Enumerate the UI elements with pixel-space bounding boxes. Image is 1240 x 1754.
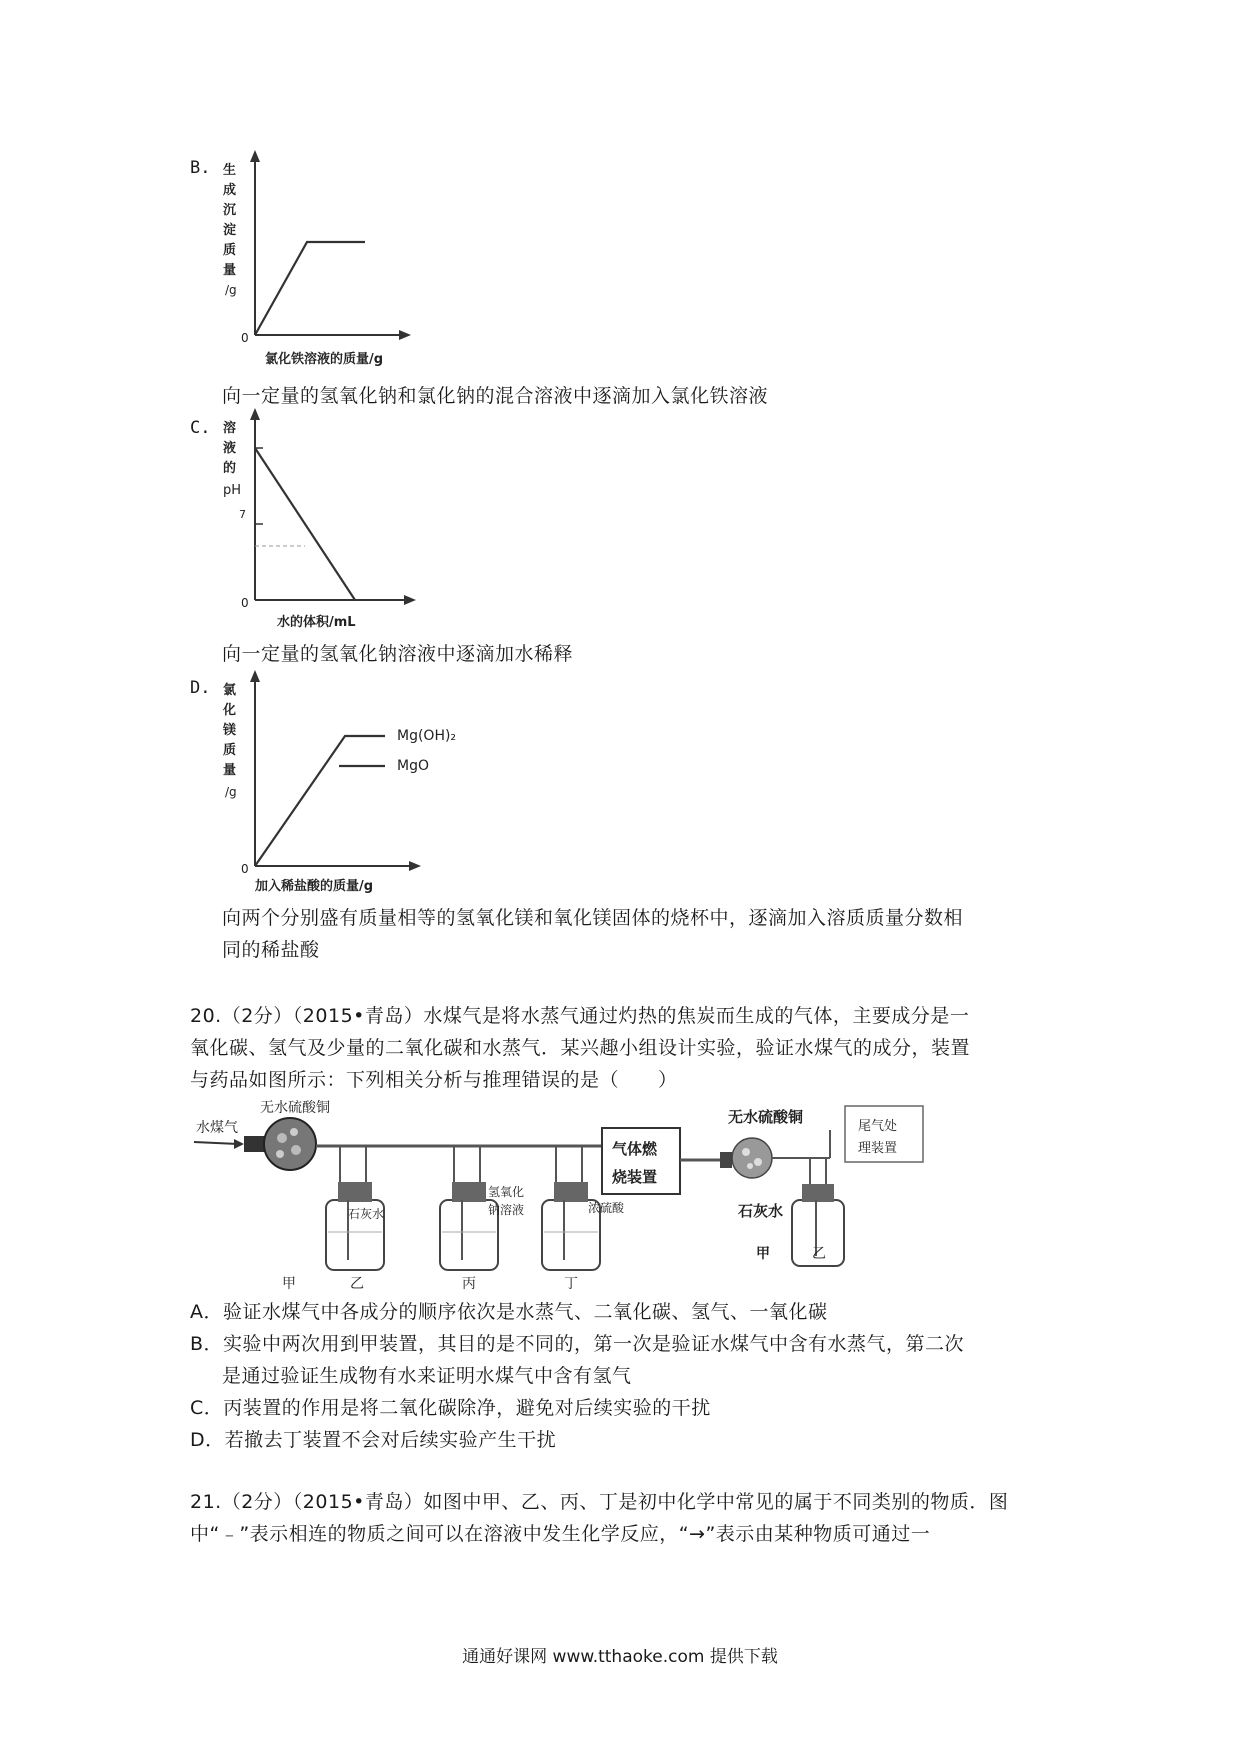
option-c-chart	[215, 408, 445, 638]
q20-stem-line2: 氧化碳、氢气及少量的二氧化碳和水蒸气．某兴趣小组设计实验，验证水煤气的成分，装置	[190, 1037, 971, 1059]
option-d-caption-line1: 向两个分别盛有质量相等的氢氧化镁和氧化镁固体的烧杯中，逐滴加入溶质质量分数相	[222, 907, 964, 929]
apparatus-naoh-2: 钠溶液	[488, 1203, 525, 1217]
option-d-curve-mgoh2	[255, 736, 385, 866]
option-b-yunit: /g	[225, 283, 237, 297]
option-c-origin: 0	[241, 596, 249, 610]
option-c-ylabel-0: 溶	[223, 421, 237, 436]
apparatus-cuso4-2: 无水硫酸铜	[728, 1108, 804, 1126]
option-c-xlabel: 水的体积/mL	[277, 615, 356, 630]
apparatus-label-jia: 甲	[282, 1276, 296, 1290]
option-c-seven: 7	[239, 508, 246, 521]
apparatus-tail-2: 理装置	[858, 1141, 898, 1156]
apparatus-burner-1: 气体燃	[612, 1140, 658, 1158]
apparatus-inlet-label: 水煤气	[196, 1120, 238, 1136]
option-d-ylabel-4: 量	[223, 763, 237, 778]
option-d-caption-line2: 同的稀盐酸	[222, 939, 320, 961]
q20-stem-line1: 20.（2分）（2015•青岛）水煤气是将水蒸气通过灼热的焦炭而生成的气体，主要成分是一	[190, 1005, 970, 1027]
option-b-letter: B.	[190, 158, 211, 178]
option-c-ylabel-1: 液	[223, 441, 237, 456]
option-d-series-2: MgO	[397, 758, 429, 774]
drying-tube-left-stopper	[244, 1136, 266, 1152]
apparatus-label-yi-2: 乙	[812, 1246, 826, 1262]
option-d-ylabel-1: 化	[223, 703, 237, 718]
option-b-xlabel: 氯化铁溶液的质量/g	[265, 352, 384, 367]
option-b-ylabel-1: 成	[223, 183, 237, 198]
option-d-letter: D.	[190, 678, 211, 698]
option-b-curve	[255, 242, 365, 335]
apparatus-label-ding: 丁	[564, 1276, 578, 1290]
apparatus-label-bing: 丙	[462, 1276, 476, 1290]
page-footer: 通通好课网 www.tthaoke.com 提供下载	[462, 1647, 778, 1667]
apparatus-tail-1: 尾气处	[858, 1119, 898, 1134]
option-c-curve	[255, 448, 355, 600]
option-c-letter: C.	[190, 418, 211, 438]
drying-tube-jia	[264, 1118, 316, 1170]
q20-option-b-line2: 是通过验证生成物有水来证明水煤气中含有氢气	[222, 1365, 632, 1387]
apparatus-naoh-1: 氢氧化	[488, 1185, 525, 1199]
option-d-ylabel-3: 质	[223, 743, 237, 758]
option-c-ylabel-2: 的	[223, 461, 237, 476]
option-d-ylabel-2: 镁	[223, 723, 237, 738]
option-d-yunit: /g	[225, 785, 237, 799]
option-b-ylabel-2: 沉	[223, 203, 237, 218]
q20-option-c: C．丙装置的作用是将二氧化碳除净，避免对后续实验的干扰	[190, 1397, 711, 1419]
option-b-ylabel-4: 质	[223, 243, 237, 258]
option-b-ylabel-0: 生	[223, 163, 237, 178]
option-b-chart	[215, 150, 445, 380]
apparatus-label-jia-2: 甲	[756, 1246, 770, 1262]
option-b-ylabel-3: 淀	[223, 223, 237, 238]
option-b-ylabel-5: 量	[223, 263, 237, 278]
option-d-origin: 0	[241, 862, 249, 876]
apparatus-cuso4-1: 无水硫酸铜	[260, 1100, 330, 1116]
q21-line2: 中“﹣”表示相连的物质之间可以在溶液中发生化学反应，“→”表示由某种物质可通过一	[190, 1523, 931, 1545]
option-d-series-1: Mg(OH)₂	[397, 728, 457, 744]
option-d-ylabel-0: 氯	[223, 683, 237, 698]
q20-option-b-line1: B．实验中两次用到甲装置，其目的是不同的，第一次是验证水煤气中含有水蒸气，第二次	[190, 1333, 965, 1355]
apparatus-limewater: 石灰水	[348, 1207, 385, 1221]
drying-tube-jia-2	[732, 1138, 772, 1178]
apparatus-burner-2: 烧装置	[612, 1168, 658, 1186]
q20-stem-line3: 与药品如图所示：下列相关分析与推理错误的是（ ）	[190, 1069, 678, 1091]
option-c-yunit: pH	[223, 483, 242, 498]
apparatus-h2so4: 浓硫酸	[588, 1201, 625, 1215]
option-b-origin: 0	[241, 331, 249, 345]
q20-option-d: D．若撤去丁装置不会对后续实验产生干扰	[190, 1429, 557, 1451]
option-b-caption: 向一定量的氢氧化钠和氯化钠的混合溶液中逐滴加入氯化铁溶液	[222, 385, 769, 407]
option-c-caption: 向一定量的氢氧化钠溶液中逐滴加水稀释	[222, 643, 574, 665]
q21-line1: 21.（2分）（2015•青岛）如图中甲、乙、丙、丁是初中化学中常见的属于不同类别的物质．图	[190, 1491, 1009, 1513]
option-d-chart	[215, 670, 515, 900]
apparatus-limewater-2: 石灰水	[738, 1202, 784, 1220]
q20-option-a: A．验证水煤气中各成分的顺序依次是水蒸气、二氧化碳、氢气、一氧化碳	[190, 1301, 828, 1323]
q20-apparatus-diagram	[190, 1100, 1050, 1290]
option-d-xlabel: 加入稀盐酸的质量/g	[255, 879, 374, 894]
apparatus-label-yi: 乙	[350, 1276, 364, 1290]
